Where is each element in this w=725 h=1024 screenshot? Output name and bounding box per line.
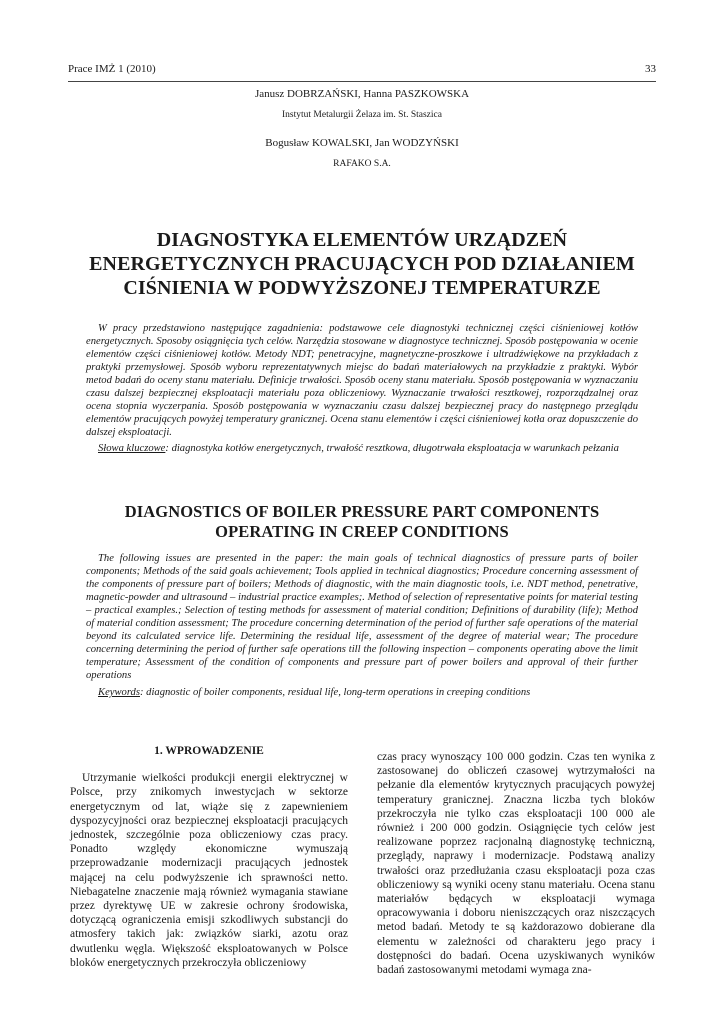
- keywords-english-text: : diagnostic of boiler components, residual life, long-term operations in creeping conditions: [139, 687, 531, 698]
- abstract-polish-text: W pracy przedstawiono następujące zagadnienia: podstawowe cele diagnostyki technicznej części ciśnieniowej kotłów energetycznych. Sposoby osiągnięcia tych celów. Narzędzia stosowane w diagnostyce technicznej. Sposób postępowania w ocenie elementów części ciśnieniowej kotłów. Metody NDT; penetracyjne, magnetyczne-proszkowe i ultradźwiękowe na przykładach z praktyki przemysłowej. Sposób wyboru reprezentatywnych miejsc do badań materiałowych na przykładzie z praktyki. Wybór metod badań do oceny stanu materiału. Definicje trwałości. Sposób oceny stanu materiału. Sposób postępowania w wyznaczaniu czasu dalszej bezpiecznej eksploatacji materiału poza obliczeniowy. Wyznaczanie trwałości resztkowej, rozporządzalnej oraz ocena stopnia wyczerpania. Sposób postępowania w wyznaczaniu czasu dalszej bezpiecznej pracy do następnego przeglądu elementów pracujących powyżej temperatury granicznej. Ocena stanu elementów i części ciśnieniowej kotła oraz dopuszczenie do dalszej eksploatacji.: [86, 323, 638, 438]
- title-english-line: DIAGNOSTICS OF BOILER PRESSURE PART COMPONENTS: [124, 502, 600, 521]
- title-polish: [60, 228, 664, 300]
- authors-group-2: Bogusław KOWALSKI, Jan WODZYŃSKI: [265, 137, 459, 149]
- body-paragraph: czas pracy wynoszący 100 000 godzin. Czas ten wynika z zastosowanej do obliczeń czasowej wytrzymałości na pełzanie dla elementów krytycznych pracujących powyżej temperatury granicznej. Znaczna liczba tych bloków przekroczyła nie tylko czas eksploatacji 100 000 ale również i 200 000 godzin. Osiągnięcie tych celów jest realizowane poprzez racjonalną diagnostykę techniczną, przeglądy, naprawy i modernizacje. Podstawą analizy trwałości oraz przedłużania czasu eksploatacji poza czas obliczeniowy są wyniki oceny stanu materiału. Ocena stanu materiałów będących w eksploatacji wymaga opracowywania i doboru nieniszczących oraz niszczących metod badań. Metody te są każdorazowo dobierane dla elementu w zależności od charakteru jego pracy i dostępności do badań. Ocena uzyskiwanych wyników badań zastosowanymi metodami wymaga zna-: [377, 751, 655, 977]
- keywords-polish: [86, 442, 638, 455]
- header-divider: [68, 81, 656, 82]
- page-number: 33: [645, 63, 656, 75]
- authors-group-1: Janusz DOBRZAŃSKI, Hanna PASZKOWSKA: [254, 88, 470, 100]
- title-polish-line: DIAGNOSTYKA ELEMENTÓW URZĄDZEŃ: [156, 229, 568, 251]
- keywords-polish-text: : diagnostyka kotłów energetycznych, trwałość resztkowa, długotrwała eksploatacja w warunkach pełzania: [165, 443, 619, 454]
- keywords-polish-label: Słowa kluczowe: [98, 443, 166, 454]
- title-english-line: OPERATING IN CREEP CONDITIONS: [215, 522, 509, 541]
- title-english: [60, 502, 664, 542]
- affiliation-2: RAFAKO S.A.: [333, 159, 391, 169]
- body-paragraph: Utrzymanie wielkości produkcji energii elektrycznej w Polsce, przy znikomych inwestycjach w sektorze energetycznym od lat, wiąże się z zapewnieniem dyspozycyjności oraz bezpiecznej eksploatacji pracujących jednostek, szczególnie poza obliczeniowy czas pracy. Ponadto względy ekonomiczne wymuszają przeprowadzanie modernizacji pracujących jednostek mającej na celu podwyższenie ich sprawności netto. Niebagatelne znaczenie mają również wymagania stawiane przez dyrektywę UE w zakresie ochrony środowiska, dotyczącą ograniczenia emisji szkodliwych substancji do atmosfery takich jak: związków siarki, azotu oraz dwutlenku węgla. Większość eksploatowanych w Polsce bloków energetycznych przekroczyła obliczeniowy: [70, 772, 348, 969]
- abstract-english-text: The following issues are presented in the paper: the main goals of technical diagnostics of pressure parts of boiler components; Methods of the said goals achievement; Tools applied in technical diagnostics; Procedure concerning assessment of the components of pressure part of boilers; Methods of diagnostic, with the main diagnostic tools, i.e. NDT method, penetrative, magnetic-powder and ultrasound – industrial practice examples;. Method of selection of representative points for material testing – practical examples.; Selection of testing methods for assessment of material condition; Definitions of durability (life); Method of material condition assessment; The procedure concerning determination of the period of further safe operations of the material beyond its calculated service life. Determining the residual life, assessment of the degree of material wear; The procedure concerning determining the period of further safe operations till the following inspection – components operating above the limit temperature; Assessment of the condition of components and pressure part of power boilers and approval of their further operations: [86, 553, 638, 681]
- journal-reference: Prace IMŻ 1 (2010): [68, 63, 156, 75]
- keywords-english: [86, 686, 638, 699]
- abstract-english: [86, 552, 638, 682]
- title-polish-line: CIŚNIENIA W PODWYŻSZONEJ TEMPERATURZE: [123, 277, 601, 299]
- running-header: [68, 63, 656, 79]
- title-polish-line: ENERGETYCZNYCH PRACUJĄCYCH POD DZIAŁANIEM: [89, 253, 635, 275]
- body-column-left: [70, 744, 348, 970]
- affiliation-1: Instytut Metalurgii Żelaza im. St. Staszica: [282, 110, 442, 120]
- section-heading: 1. WPROWADZENIE: [154, 745, 264, 757]
- body-column-right: [377, 750, 655, 977]
- abstract-polish: [86, 322, 638, 439]
- keywords-english-label: Keywords: [98, 687, 140, 698]
